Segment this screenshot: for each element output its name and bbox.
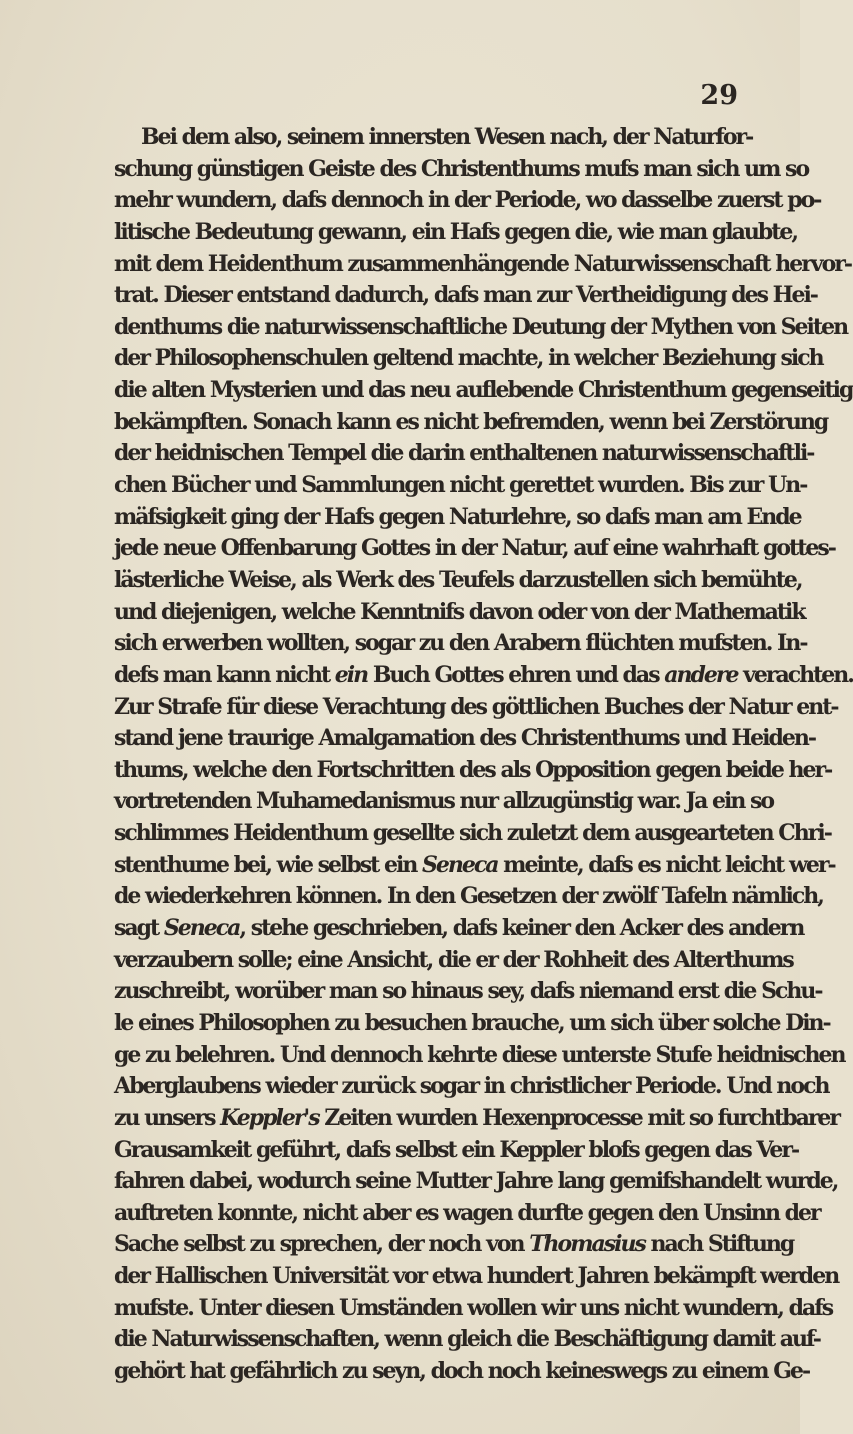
text-segment: lästerliche Weise, als Werk des Teufels darzustellen sich bemühte, xyxy=(114,566,802,593)
text-line xyxy=(114,1261,839,1293)
text-segment: schlimmes Heidenthum gesellte sich zuletzt dem ausgearteten Chri- xyxy=(114,820,831,847)
text-segment: sagt xyxy=(114,915,164,942)
text-segment: die Naturwissenschaften, wenn gleich die Beschäftigung damit auf- xyxy=(114,1326,820,1353)
text-line xyxy=(114,565,802,597)
text-segment: de wiederkehren können. In den Gesetzen der zwölf Tafeln nämlich, xyxy=(114,883,823,910)
emphasized-word: Seneca xyxy=(163,915,240,942)
text-segment: mehr wundern, dafs dennoch in der Periode, wo dasselbe zuerst po- xyxy=(114,187,821,214)
text-line xyxy=(114,375,853,407)
text-segment: Zur Strafe für diese Verachtung des göttlichen Buches der Natur ent- xyxy=(114,693,838,720)
text-line xyxy=(114,407,828,439)
text-segment: defs man kann nicht xyxy=(114,661,335,688)
text-segment: nach Stiftung xyxy=(644,1231,794,1258)
text-segment: verzaubern solle; eine Ansicht, die er der Rohheit des Alterthums xyxy=(114,946,793,973)
text-line xyxy=(114,343,823,375)
text-segment: auftreten konnte, nicht aber es wagen durfte gegen den Unsinn der xyxy=(114,1199,820,1226)
text-segment: mit dem Heidenthum zusammenhängende Naturwissenschaft hervor- xyxy=(114,250,851,277)
body-text xyxy=(114,122,853,1388)
emphasized-word: Thomasius xyxy=(529,1231,645,1258)
text-line xyxy=(114,850,835,882)
text-segment: ge zu belehren. Und dennoch kehrte diese unterste Stufe heidnischen xyxy=(114,1041,845,1068)
text-segment: zu unsers xyxy=(114,1104,221,1131)
text-line xyxy=(114,692,838,724)
text-line xyxy=(114,1103,840,1135)
text-segment: und diejenigen, welche Kenntnifs davon oder von der Mathematik xyxy=(114,598,805,625)
text-segment: trat. Dieser entstand dadurch, dafs man zur Vertheidigung des Hei- xyxy=(114,282,817,309)
text-line xyxy=(114,438,814,470)
text-line xyxy=(114,533,835,565)
text-segment: sich erwerben wollten, sogar zu den Arabern flüchten mufsten. In- xyxy=(114,630,807,657)
text-line xyxy=(114,502,801,534)
text-segment: Zeiten wurden Hexenprocesse mit so furchtbarer xyxy=(318,1104,840,1131)
text-line xyxy=(114,660,853,692)
text-segment: der Philosophenschulen geltend machte, in welcher Beziehung sich xyxy=(114,345,823,372)
text-segment: schung günstigen Geiste des Christenthums mufs man sich um so xyxy=(114,155,809,182)
text-segment: chen Bücher und Sammlungen nicht gerettet wurden. Bis zur Un- xyxy=(114,472,807,499)
text-line xyxy=(114,217,798,249)
text-line xyxy=(114,1324,820,1356)
text-segment: der Hallischen Universität vor etwa hundert Jahren bekämpft werden xyxy=(114,1263,839,1290)
text-segment: Bei dem also, seinem innersten Wesen nach, der Naturfor- xyxy=(141,124,753,150)
text-segment: Grausamkeit geführt, dafs selbst ein Keppler blofs gegen das Ver- xyxy=(114,1136,799,1163)
page-number: 29 xyxy=(700,80,738,111)
text-segment: der heidnischen Tempel die darin enthaltenen naturwissenschaftli- xyxy=(114,440,814,467)
text-segment: gehört hat gefährlich zu seyn, doch noch keineswegs zu einem Ge- xyxy=(114,1357,810,1384)
text-line xyxy=(114,1229,794,1261)
text-segment: meinte, dafs es nicht leicht wer- xyxy=(497,851,835,878)
text-line xyxy=(114,945,793,977)
text-segment: , stehe geschrieben, dafs keiner den Acker des andern xyxy=(239,915,804,942)
text-segment: Aberglaubens wieder zurück sogar in christlicher Periode. Und noch xyxy=(114,1073,829,1100)
text-line xyxy=(114,1293,833,1325)
text-line xyxy=(114,1166,838,1198)
text-line xyxy=(114,818,831,850)
text-line xyxy=(114,280,817,312)
text-segment: le eines Philosophen zu besuchen brauche, um sich über solche Din- xyxy=(114,1009,830,1036)
text-line xyxy=(114,755,832,787)
text-line xyxy=(114,881,823,913)
text-line xyxy=(114,1135,799,1167)
text-line xyxy=(114,249,851,281)
text-segment: denthums die naturwissenschaftliche Deutung der Mythen von Seiten xyxy=(114,313,848,340)
text-segment: litische Bedeutung gewann, ein Hafs gegen die, wie man glaubte, xyxy=(114,218,798,245)
text-segment: jede neue Offenbarung Gottes in der Natur, auf eine wahrhaft gottes- xyxy=(114,535,835,562)
text-line xyxy=(114,1040,845,1072)
text-segment: zuschreibt, worüber man so hinaus sey, dafs niemand erst die Schu- xyxy=(114,978,822,1005)
text-segment: Sache selbst zu sprechen, der noch von xyxy=(114,1231,530,1258)
text-segment: verachten. xyxy=(737,661,853,688)
text-line xyxy=(114,913,804,945)
text-segment: die alten Mysterien und das neu auflebende Christenthum gegenseitig xyxy=(114,377,853,404)
text-segment: Buch Gottes ehren und das xyxy=(367,661,665,688)
emphasized-word: Keppler's xyxy=(220,1104,319,1131)
text-line xyxy=(114,976,822,1008)
text-line xyxy=(114,723,815,755)
emphasized-word: andere xyxy=(664,661,738,688)
text-line xyxy=(114,185,821,217)
text-segment: vortretenden Muhamedanismus nur allzugünstig war. Ja ein so xyxy=(114,788,774,815)
text-line xyxy=(114,470,807,502)
text-line xyxy=(114,122,753,154)
text-line xyxy=(114,597,805,629)
text-line xyxy=(114,312,848,344)
text-segment: mäfsigkeit ging der Hafs gegen Naturlehre, so dafs man am Ende xyxy=(114,503,801,530)
emphasized-word: ein xyxy=(334,661,368,688)
text-segment: fahren dabei, wodurch seine Mutter Jahre lang gemifshandelt wurde, xyxy=(114,1168,838,1195)
text-segment: thums, welche den Fortschritten des als Opposition gegen beide her- xyxy=(114,756,832,783)
text-segment: bekämpften. Sonach kann es nicht befremden, wenn bei Zerstörung xyxy=(114,408,828,435)
text-line xyxy=(114,786,774,818)
emphasized-word: Seneca xyxy=(421,851,498,878)
text-line xyxy=(114,1008,830,1040)
text-segment: stand jene traurige Amalgamation des Christenthums und Heiden- xyxy=(114,725,815,752)
text-line xyxy=(114,1071,829,1103)
text-segment: mufste. Unter diesen Umständen wollen wir uns nicht wundern, dafs xyxy=(114,1294,833,1321)
text-line xyxy=(114,628,807,660)
text-line xyxy=(114,1198,820,1230)
text-segment: stenthume bei, wie selbst ein xyxy=(114,851,422,878)
text-line xyxy=(114,154,809,186)
text-line xyxy=(114,1356,810,1388)
